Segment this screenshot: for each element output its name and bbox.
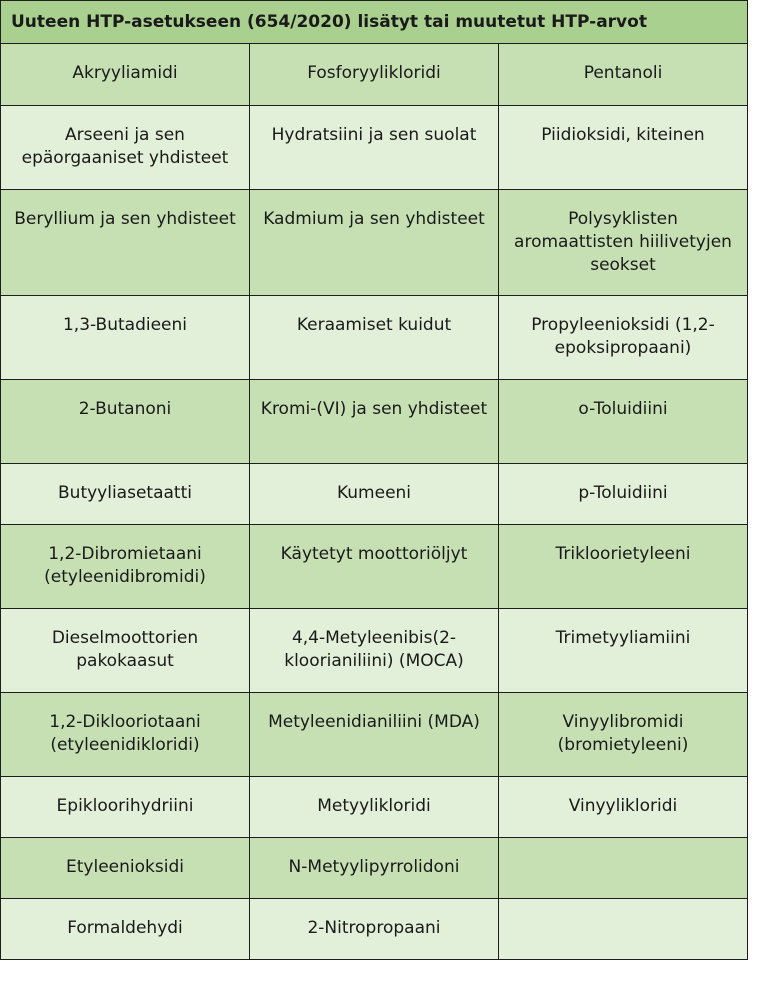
table-cell: Dieselmoottorien pakokaasut	[1, 609, 250, 693]
table-cell: Metyleenidianiliini (MDA)	[250, 693, 499, 777]
table-row	[1, 190, 748, 296]
table-cell: p-Toluidiini	[499, 464, 748, 525]
table-row	[1, 609, 748, 693]
table-cell: o-Toluidiini	[499, 380, 748, 464]
table-cell: 1,2-Diklooriotaani (etyleenidikloridi)	[1, 693, 250, 777]
table-cell: Fosforyylikloridi	[250, 44, 499, 106]
table-cell: Arseeni ja sen epäorgaaniset yhdisteet	[1, 106, 250, 190]
table-cell	[499, 899, 748, 960]
table-cell: Polysyklisten aromaattisten hiilivetyjen seokset	[499, 190, 748, 296]
table-cell: 1,2-Dibromietaani (etyleenidibromidi)	[1, 525, 250, 609]
table-row	[1, 693, 748, 777]
table-cell: Butyyliasetaatti	[1, 464, 250, 525]
table-cell: Trimetyyliamiini	[499, 609, 748, 693]
table-row	[1, 899, 748, 960]
table-cell: 2-Butanoni	[1, 380, 250, 464]
table-row	[1, 106, 748, 190]
table-cell: Akryyliamidi	[1, 44, 250, 106]
table-cell: N-Metyylipyrrolidoni	[250, 838, 499, 899]
table-row	[1, 380, 748, 464]
table-cell: Keraamiset kuidut	[250, 296, 499, 380]
table-cell: Formaldehydi	[1, 899, 250, 960]
table-row	[1, 777, 748, 838]
table-cell: Epikloorihydriini	[1, 777, 250, 838]
table-row	[1, 838, 748, 899]
table-row	[1, 464, 748, 525]
table-row	[1, 296, 748, 380]
table-cell	[499, 838, 748, 899]
table-cell: Beryllium ja sen yhdisteet	[1, 190, 250, 296]
table-cell: Hydratsiini ja sen suolat	[250, 106, 499, 190]
table-cell: Pentanoli	[499, 44, 748, 106]
table-row	[1, 525, 748, 609]
table-cell: Trikloorietyleeni	[499, 525, 748, 609]
table-cell: Metyylikloridi	[250, 777, 499, 838]
table-cell: 1,3-Butadieeni	[1, 296, 250, 380]
table-cell: Piidioksidi, kiteinen	[499, 106, 748, 190]
table-row	[1, 44, 748, 106]
table-title: Uuteen HTP-asetukseen (654/2020) lisätyt tai muutetut HTP-arvot	[1, 1, 748, 44]
table-cell: Käytetyt moottoriöljyt	[250, 525, 499, 609]
table-cell: Etyleenioksidi	[1, 838, 250, 899]
table-cell: Kromi-(VI) ja sen yhdisteet	[250, 380, 499, 464]
table-cell: Propyleenioksidi (1,2-epoksipropaani)	[499, 296, 748, 380]
table-cell: Vinyylikloridi	[499, 777, 748, 838]
table-cell: Kumeeni	[250, 464, 499, 525]
table-cell: Vinyylibromidi (bromietyleeni)	[499, 693, 748, 777]
table-cell: Kadmium ja sen yhdisteet	[250, 190, 499, 296]
table-cell: 4,4-Metyleenibis(2-kloorianiliini) (MOCA)	[250, 609, 499, 693]
table-cell: 2-Nitropropaani	[250, 899, 499, 960]
